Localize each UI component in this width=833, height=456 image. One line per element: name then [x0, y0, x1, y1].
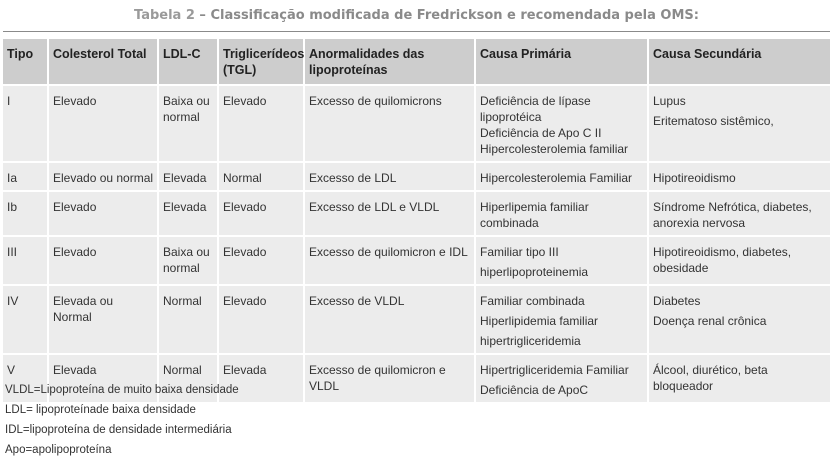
cell-causa-secundaria: Hipotireoidismo — [648, 162, 830, 191]
header-trigliceridos: Triglicerídeos (TGL) — [218, 39, 304, 85]
cell-colesterol: Elevado — [48, 236, 158, 285]
cell-primaria-line: Deficiência de Apo C II — [480, 126, 602, 140]
cell-causa-primaria — [475, 285, 648, 354]
cell-ldl-line: Baixa ou — [163, 94, 210, 108]
cell-anormalidades: Excesso de quilomicron e IDL — [304, 236, 475, 285]
cell-anormalidades: Excesso de quilomicrons — [304, 85, 475, 162]
cell-primaria-line: hiperlipoproteinemia — [480, 265, 589, 279]
cell-colesterol: Elevado — [48, 191, 158, 236]
cell-tgl: Elevado — [218, 191, 304, 236]
cell-ldl-line: Baixa ou — [163, 245, 210, 259]
cell-secundaria-line: Eritematoso sistêmico, — [653, 114, 774, 128]
header-ldl-c: LDL-C — [158, 39, 218, 85]
cell-ldl: Elevada — [158, 162, 218, 191]
cell-ldl: Normal — [158, 285, 218, 354]
cell-tgl: Elevado — [218, 85, 304, 162]
cell-anormalidades: Excesso de quilomicron e VLDL — [304, 354, 475, 402]
cell-secundaria-line: anorexia nervosa — [653, 216, 746, 230]
cell-tipo: IV — [3, 285, 48, 354]
cell-tipo: Ib — [3, 191, 48, 236]
table-row — [3, 191, 830, 236]
cell-causa-primaria — [475, 85, 648, 162]
table-header-row — [3, 39, 830, 85]
cell-ldl — [158, 85, 218, 162]
cell-tipo: I — [3, 85, 48, 162]
cell-causa-secundaria: Álcool, diurético, beta bloqueador — [648, 354, 830, 402]
cell-tipo: V — [3, 354, 48, 402]
cell-secundaria-line: Síndrome Nefrótica, diabetes, — [653, 200, 812, 214]
cell-causa-secundaria — [648, 236, 830, 285]
cell-primaria-line: hipertrigliceridemia — [480, 334, 581, 348]
cell-causa-secundaria — [648, 285, 830, 354]
cell-primaria-line: Hiperlipidemia familiar — [480, 314, 599, 328]
header-causa-primaria: Causa Primária — [475, 39, 648, 85]
cell-tgl: Elevada — [218, 354, 304, 402]
cell-secundaria-line: Diabetes — [653, 294, 701, 308]
cell-anormalidades: Excesso de LDL — [304, 162, 475, 191]
header-anormalidades: Anormalidades das lipoproteínas — [304, 39, 475, 85]
cell-primaria-line: Familiar tipo III — [480, 245, 559, 259]
cell-secundaria-line: Doença renal crônica — [653, 314, 767, 328]
cell-tipo: III — [3, 236, 48, 285]
cell-causa-primaria — [475, 236, 648, 285]
abbreviation-notes — [5, 382, 239, 456]
cell-causa-primaria: Hipercolesterolemia Familiar — [475, 162, 648, 191]
cell-anormalidades: Excesso de LDL e VLDL — [304, 191, 475, 236]
cell-tgl: Elevado — [218, 236, 304, 285]
cell-tipo: Ia — [3, 162, 48, 191]
cell-secundaria-line: Lupus — [653, 94, 686, 108]
cell-secundaria-line: Hipotireoidismo, diabetes, — [653, 245, 792, 259]
cell-primaria-line: Hipertrigliceridemia Familiar — [480, 363, 629, 377]
header-causa-secundaria: Causa Secundária — [648, 39, 830, 85]
note-vldl: VLDL=Lipoproteína de muito baixa densidade — [5, 384, 239, 396]
cell-causa-secundaria — [648, 85, 830, 162]
cell-primaria-line: Deficiência de ApoC — [480, 383, 589, 397]
cell-causa-primaria — [475, 354, 648, 402]
cell-ldl: Normal — [158, 354, 218, 402]
cell-colesterol: Elevada — [48, 354, 158, 402]
cell-colesterol: Elevada ou Normal — [48, 285, 158, 354]
table-row — [3, 85, 830, 162]
cell-secundaria-line: obesidade — [653, 261, 709, 275]
cell-anormalidades: Excesso de VLDL — [304, 285, 475, 354]
header-tipo: Tipo — [3, 39, 48, 85]
cell-causa-primaria: Hiperlipemia familiar combinada — [475, 191, 648, 236]
cell-colesterol: Elevado ou normal — [48, 162, 158, 191]
cell-causa-secundaria — [648, 191, 830, 236]
cell-colesterol: Elevado — [48, 85, 158, 162]
note-apo: Apo=apolipoproteína — [5, 444, 112, 456]
table-row — [3, 285, 830, 354]
classification-table — [3, 39, 830, 402]
table-row — [3, 236, 830, 285]
cell-ldl-line: normal — [163, 110, 200, 124]
cell-primaria-line: Familiar combinada — [480, 294, 585, 308]
cell-tgl: Elevado — [218, 285, 304, 354]
header-colesterol-total: Colesterol Total — [48, 39, 158, 85]
table-caption — [0, 8, 833, 23]
cell-ldl: Elevada — [158, 191, 218, 236]
table-row — [3, 162, 830, 191]
cell-ldl — [158, 236, 218, 285]
cell-tgl: Normal — [218, 162, 304, 191]
note-idl: IDL=lipoproteína de densidade intermediária — [5, 424, 232, 436]
caption-label: Tabela 2 — [134, 8, 195, 23]
caption-divider — [3, 31, 830, 32]
cell-ldl-line: normal — [163, 261, 200, 275]
cell-primaria-line: Deficiência de lípase lipoprotéica — [480, 94, 591, 124]
cell-primaria-line: Hipercolesterolemia familiar — [480, 142, 629, 156]
note-ldl: LDL= lipoproteínade baixa densidade — [5, 404, 196, 416]
caption-title: – Classificação modificada de Fredrickson e recomendada pela OMS: — [194, 8, 699, 23]
